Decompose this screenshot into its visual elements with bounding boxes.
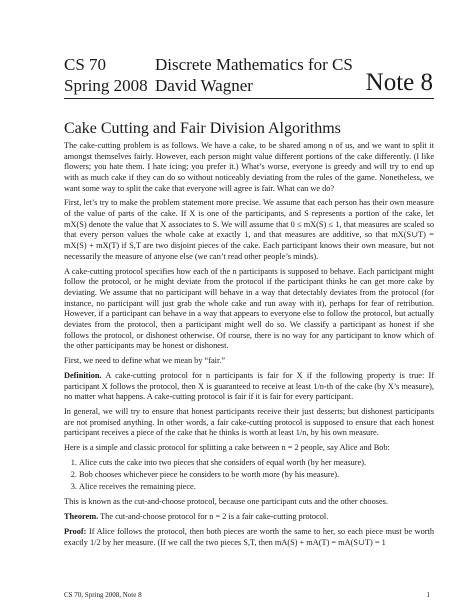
list-item: 3. Alice receives the remaining piece.	[79, 482, 434, 493]
course-code: CS 70	[64, 55, 107, 74]
paragraph-classic-protocol: Here is a simple and classic protocol for splitting a cake between n = 2 people, say Alice and Bob:	[64, 443, 390, 453]
paragraph-protocol: A cake-cutting protocol specifies how each of the n participants is supposed to behave. Each participant might follow the protocol, or he might deviate from the protocol if the participant thinks he can get more cake by deviating. We assume that no participant will behave in a way that detectably deviates from the protocol (for instance, no participant will just grab the whole cake and run away with it), perhaps for fear of retribution. However, if a participant can behave in a way that appears to everyone else to follow the protocol, but actually deviates from the protocol, then a participant might well do so. We classify a participant as honest if she follows the protocol, or dishonest otherwise. Of course, there is no way for any participant to know which of the other participants may be honest or dishonest.	[64, 266, 434, 351]
page-number: 1	[426, 591, 430, 599]
course-author: David Wagner	[155, 76, 253, 95]
document-title: Cake Cutting and Fair Division Algorithms	[64, 120, 341, 137]
theorem-block	[64, 512, 434, 523]
proof-text: If Alice follows the protocol, then both pieces are worth the same to her, so each piece must be worth exactly 1/2 by her measure. (If we call the two pieces S,T, then mA(S) + mA(T) = mA(S∪T) = 1	[64, 526, 434, 547]
paragraph-honest: In general, we will try to ensure that honest participants receive their just desserts; but dishonest participants are not promised anything. In other words, a fair cake-cutting protocol is supposed to ensure that each honest participant receives a piece of the cake that he thinks is worth at least 1/n, by his own measure.	[64, 407, 434, 438]
paragraph-intro: The cake-cutting problem is as follows. We have a cake, to be shared among n of us, and we want to split it amongst themselves fairly. However, each person might value different portions of the cake differently. (I like flowers; you hate them. I hate icing; you prefer it.) What’s worse, everyone is greedy and will try to end up with as much cake if they can do so without noticeably deviating from the rules of the game. Nonetheless, we want some way to split the cake that everyone will agree is fair. What can we do?	[64, 141, 434, 193]
footer-text: CS 70, Spring 2008, Note 8	[64, 591, 142, 599]
paragraph-cut-and-choose: This is known as the cut-and-choose protocol, because one participant cuts and the other chooses.	[64, 497, 388, 507]
course-title: Discrete Mathematics for CS	[155, 55, 353, 74]
header-rule	[64, 98, 434, 99]
list-item: 1. Alice cuts the cake into two pieces that she considers of equal worth (by her measure).	[79, 458, 434, 469]
note-number: Note 8	[365, 69, 433, 96]
definition-text: A cake-cutting protocol for n participants is fair for X if the following property is true: If participant X follows the protocol, then X is guaranteed to receive at least 1/n-th of the cake (by X’s measure), no matter what happens. A cake-cutting protocol is fair if it is fair for every participant.	[64, 370, 434, 402]
theorem-label: Theorem.	[64, 512, 99, 522]
protocol-steps	[64, 458, 434, 493]
proof-label: Proof:	[64, 526, 87, 536]
paragraph-measures: First, let’s try to make the problem statement more precise. We assume that each person has their own measure of the value of parts of the cake. If X is one of the participants, and S represents a portion of the cake, let mX(S) denote the value that X associates to S. We will assume that 0 ≤ mX(S) ≤ 1, that measures are scaled so that every person values the whole cake at exactly 1, and that measures are additive, so that mX(S∪T) = mX(S) + mX(T) if S,T are two disjoint pieces of the cake. Each participant knows their own measure, but not necessarily the measure of anyone else (we can’t read other people’s minds).	[64, 198, 434, 261]
definition-block	[64, 371, 434, 403]
paragraph-fair-intro: First, we need to define what we mean by “fair.”	[64, 356, 226, 366]
document-body	[64, 141, 434, 552]
list-item: 2. Bob chooses whichever piece he considers to be worth more (by his measure).	[79, 470, 434, 481]
proof-block	[64, 527, 434, 548]
theorem-text: The cut-and-choose protocol for n = 2 is a fair cake-cutting protocol.	[98, 512, 329, 522]
definition-label: Definition.	[64, 370, 102, 380]
course-term: Spring 2008	[64, 76, 148, 95]
